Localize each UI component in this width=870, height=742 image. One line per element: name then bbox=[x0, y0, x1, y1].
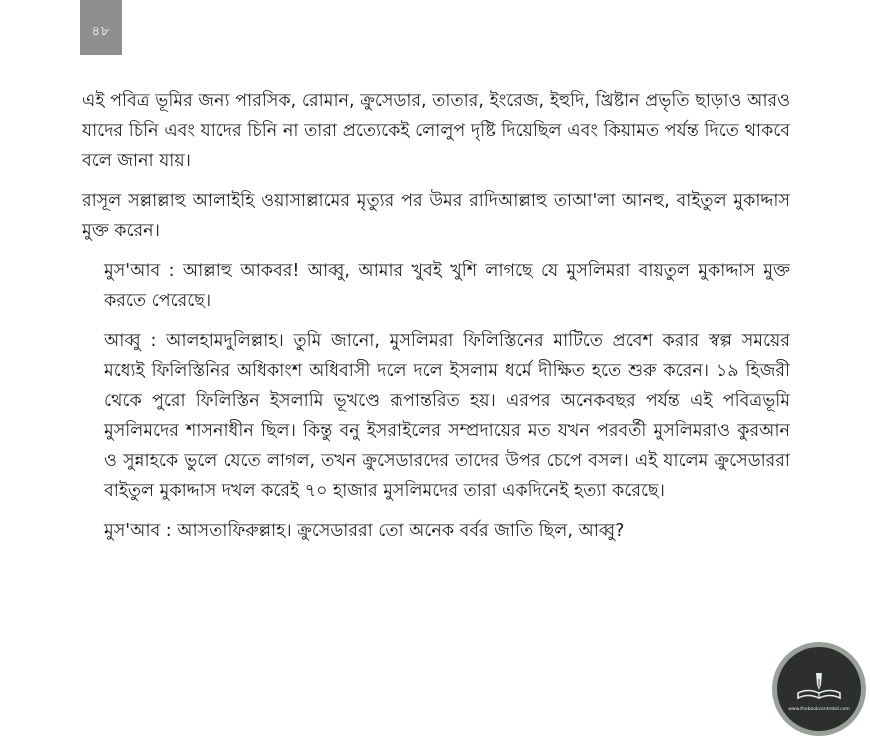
paragraph-intro: এই পবিত্র ভূমির জন্য পারসিক, রোমান, ক্রুসেডার, তাতার, ইংরেজ, ইহুদি, খ্রিষ্টান প্রভৃতি ছাড়াও আরও যাদের চিনি এবং যাদের চিনি না তারা প্রত্যেকেই লোলুপ দৃষ্টি দিয়েছিল এবং কিয়ামত পর্যন্ত দিতে থাকবে বলে জানা যায়। bbox=[82, 91, 790, 171]
page-number: ৪৮ bbox=[91, 24, 111, 39]
dialogue-abbu: আব্বু : আলহামদুলিল্লাহ। তুমি জানো, মুসলিমরা ফিলিস্তিনের মাটিতে প্রবেশ করার স্বল্প সময়ের মধ্যেই ফিলিস্তিনির অধিকাংশ অধিবাসী দলে দলে ইসলাম ধর্মে দীক্ষিত হতে শুরু করেন। ১৯ হিজরী থেকে পুরো ফিলিস্তিন ইসলামি ভূখণ্ডে রূপান্তরিত হয়। এরপর অনেকবছর পর্যন্ত এই পবিত্রভূমি মুসলিমদের শাসনাধীন ছিল। কিন্তু বনু ইসরাইলের সম্প্রদায়ের মত যখন পরবর্তী মুসলিমরাও কুরআন ও সুন্নাহকে ভুলে যেতে লাগল, তখন ক্রুসেডারদের তাদের উপর চেপে বসল। এই যালেম ক্রুসেডাররা বাইতুল মুকাদ্দাস দখল করেই ৭০ হাজার মুসলিমদের তারা একদিনেই হত্যা করেছে। bbox=[104, 331, 790, 501]
book-pen-icon bbox=[796, 671, 842, 701]
paragraph-umar: রাসূল সল্লাল্লাহু আলাইহি ওয়াসাল্লামের মৃত্যুর পর উমর রাদিআল্লাহু তাআ'লা আনহু, বাইতুল মুকাদ্দাস মুক্ত করেন। bbox=[82, 191, 790, 241]
dialogue-musab-2: মুস'আব : আসতাফিরুল্লাহ। ক্রুসেডাররা তো অনেক বর্বর জাতি ছিল, আব্বু? bbox=[104, 521, 625, 541]
page-body bbox=[82, 86, 790, 556]
dialogue-musab-1: মুস'আব : আল্লাহু আকবর! আব্বু, আমার খুবই খুশি লাগছে যে মুসলিমরা বায়তুল মুকাদ্দাস মুক্ত করতে পেরেছে। bbox=[104, 261, 790, 311]
publisher-logo bbox=[772, 642, 866, 736]
page-number-tab bbox=[80, 0, 122, 55]
publisher-url: www.thebookcentrebd.com bbox=[788, 706, 850, 712]
publisher-logo-badge bbox=[777, 647, 861, 731]
